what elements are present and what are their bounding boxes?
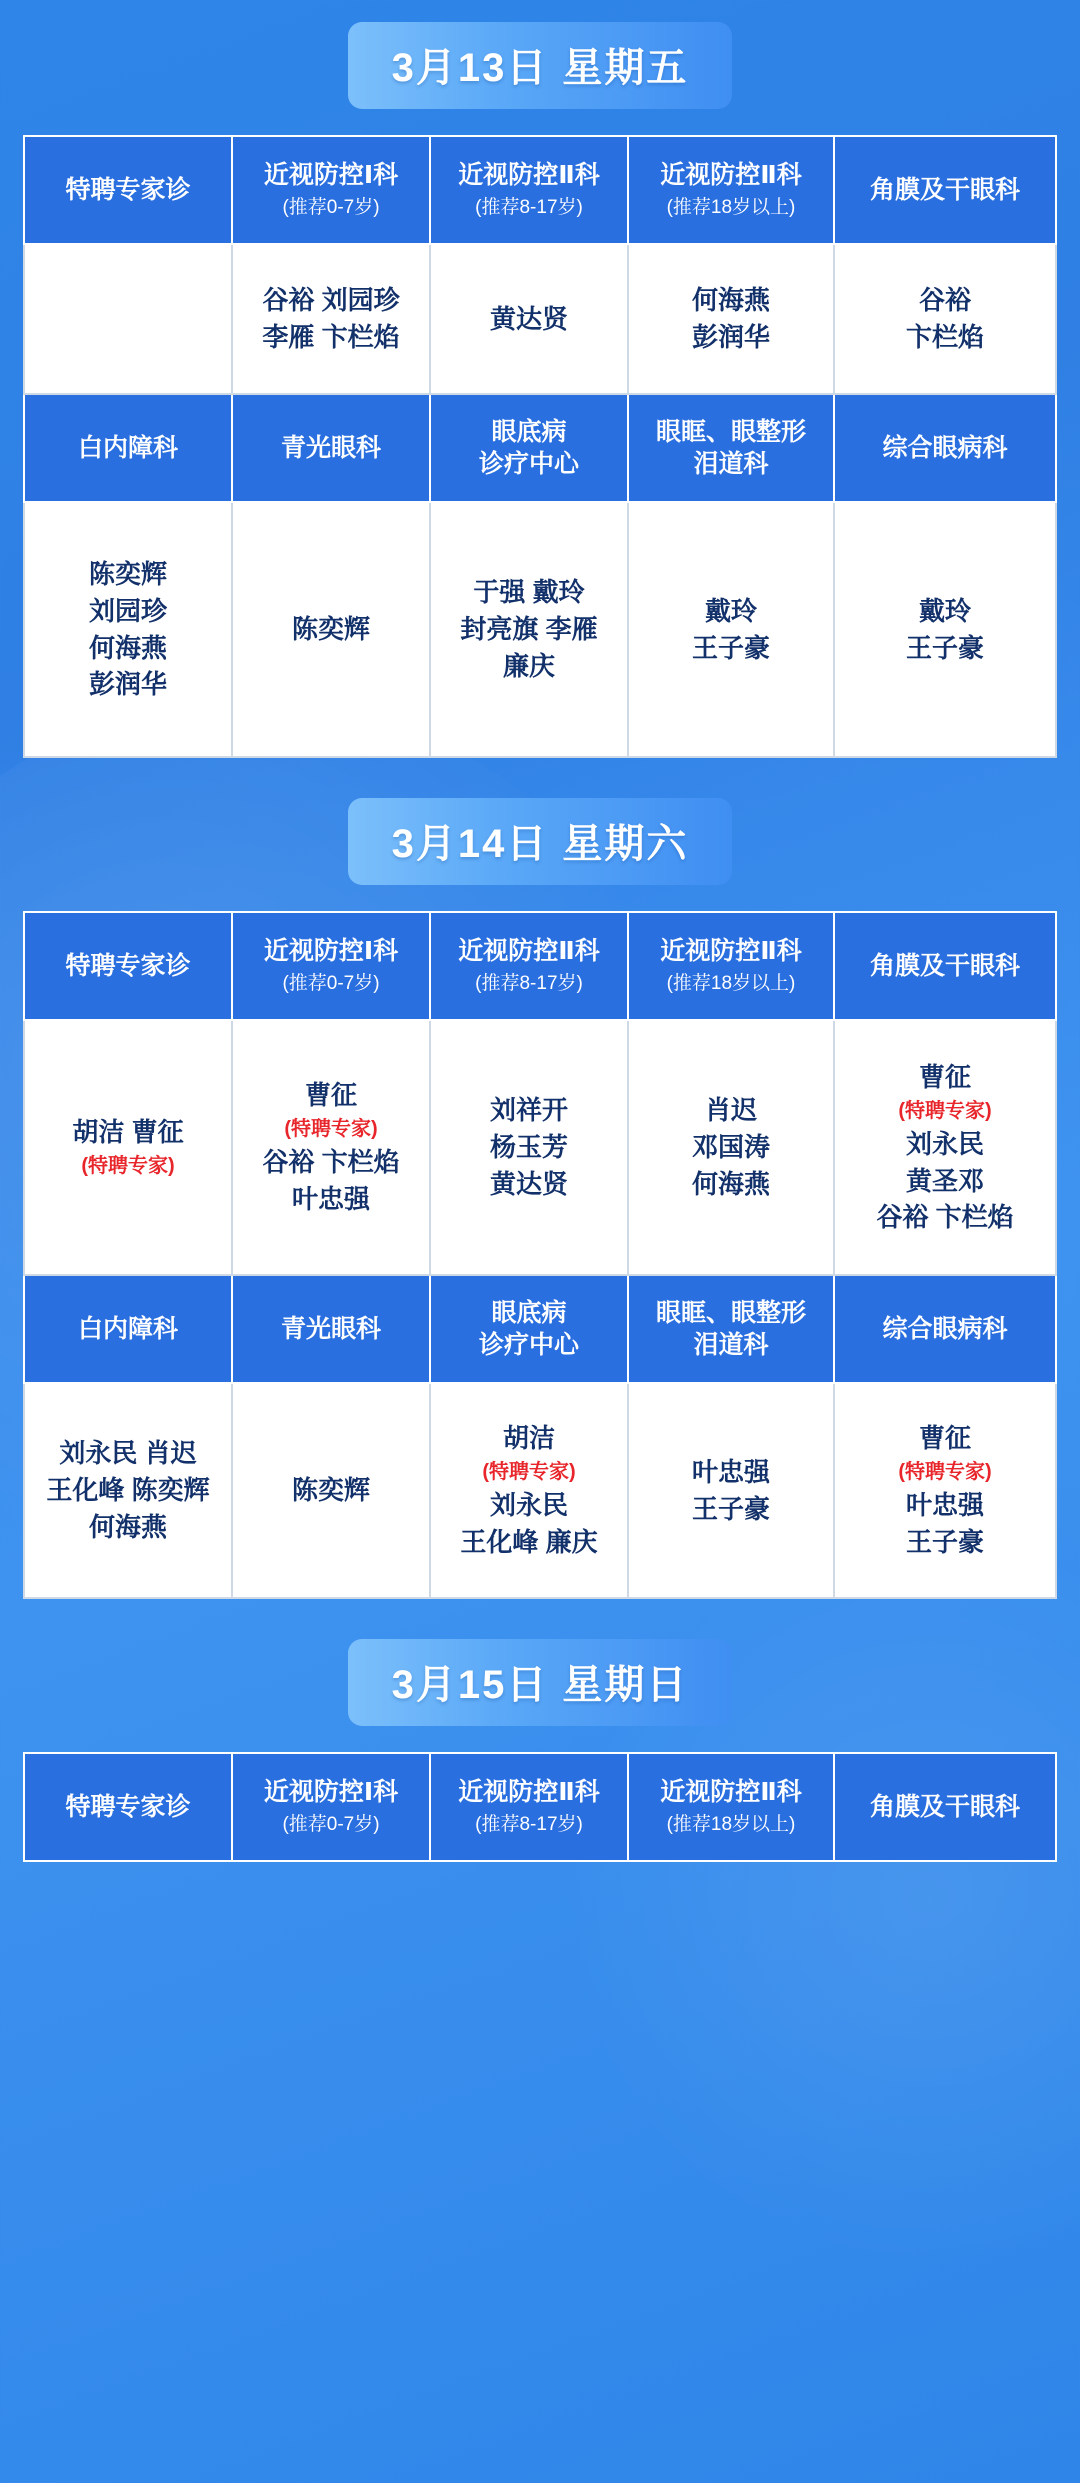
doctor-line: 刘永民 xyxy=(905,1128,984,1159)
column-header-glaucoma xyxy=(232,1275,430,1383)
doctor-line: 何海燕 xyxy=(88,632,167,663)
date-banner-1 xyxy=(348,798,733,885)
doctor-line: 叶忠强 xyxy=(691,1456,770,1487)
doctor-line: 陈奕辉 xyxy=(291,614,370,645)
specialist-tag: (特聘专家) xyxy=(898,1099,992,1122)
column-header-myopia-1 xyxy=(232,136,430,244)
doctor-line: 彭润华 xyxy=(691,322,770,352)
doctor-line: 廉庆 xyxy=(502,650,555,681)
column-header-specialist xyxy=(24,136,232,244)
date-label-2: 3月15日 xyxy=(391,1663,549,1707)
header-subtitle: (推荐8-17岁) xyxy=(475,972,583,994)
doctor-line: 黄圣邓 xyxy=(905,1165,984,1196)
cell-doctors xyxy=(24,1020,232,1275)
column-header-myopia-1 xyxy=(232,912,430,1020)
cell-doctors xyxy=(628,244,834,394)
doctor-line: 杨玉芳 xyxy=(489,1132,568,1163)
header-title: 近视防控Ⅱ科 xyxy=(458,937,600,966)
column-header-myopia-2a xyxy=(430,136,628,244)
date-banner-0 xyxy=(348,22,733,109)
doctor-line: 卞栏焰 xyxy=(905,322,984,352)
day-block-0 xyxy=(0,0,1080,758)
header-subtitle: (推荐0-7岁) xyxy=(282,1813,380,1835)
doctor-line: 谷裕 xyxy=(918,285,971,316)
header-title: 青光眼科 xyxy=(280,1314,381,1343)
doctor-line: 李雁 卞栏焰 xyxy=(262,322,400,352)
header-title: 角膜及干眼科 xyxy=(869,1792,1020,1821)
doctor-line: 谷裕 卞栏焰 xyxy=(876,1202,1014,1233)
cell-doctors xyxy=(430,502,628,757)
specialist-tag: (特聘专家) xyxy=(81,1154,175,1177)
doctor-line: 何海燕 xyxy=(691,1168,770,1199)
header-subtitle: (推荐18岁以上) xyxy=(666,972,796,994)
cell-doctors xyxy=(24,1383,232,1598)
cell-doctors xyxy=(232,244,430,394)
table-header-row xyxy=(24,394,1056,502)
cell-doctors xyxy=(232,1020,430,1275)
specialist-tag: (特聘专家) xyxy=(898,1461,992,1484)
header-title: 青光眼科 xyxy=(280,433,381,462)
column-header-cornea xyxy=(834,1753,1056,1861)
doctor-line: 王子豪 xyxy=(691,632,770,663)
header-subtitle: (推荐18岁以上) xyxy=(666,1813,796,1835)
header-title: 白内障科 xyxy=(77,433,178,462)
doctor-line: 胡洁 xyxy=(502,1423,555,1454)
table-row xyxy=(24,244,1056,394)
doctor-line: 陈奕辉 xyxy=(291,1475,370,1506)
doctor-line: 王子豪 xyxy=(905,1526,984,1557)
column-header-orbit xyxy=(628,1275,834,1383)
doctor-line: 戴玲 xyxy=(918,595,971,626)
section-spacer xyxy=(0,768,1080,776)
cell-doctors xyxy=(430,1020,628,1275)
header-title: 近视防控Ⅰ科 xyxy=(263,161,399,190)
table-header-row xyxy=(24,1753,1056,1861)
header-subtitle: (推荐0-7岁) xyxy=(282,972,380,994)
cell-doctors xyxy=(834,1383,1056,1598)
schedule-table-0 xyxy=(23,135,1057,758)
header-title: 近视防控Ⅰ科 xyxy=(263,1778,399,1807)
header-title-2: 诊疗中心 xyxy=(478,450,579,478)
column-header-general xyxy=(834,394,1056,502)
column-header-cataract xyxy=(24,1275,232,1383)
cell-doctors xyxy=(232,1383,430,1598)
cell-doctors xyxy=(628,502,834,757)
doctor-line: 曹征 xyxy=(918,1423,971,1454)
doctor-line: 黄达贤 xyxy=(489,1168,568,1199)
doctor-line: 刘永民 肖迟 xyxy=(59,1438,197,1469)
schedule-table-1 xyxy=(23,911,1057,1599)
weekday-label-1: 星期六 xyxy=(562,822,689,866)
header-title-2: 诊疗中心 xyxy=(478,1331,579,1359)
header-title: 眼底病 xyxy=(491,417,567,446)
table-header-row xyxy=(24,912,1056,1020)
column-header-myopia-2a xyxy=(430,1753,628,1861)
doctor-line: 王化峰 陈奕辉 xyxy=(46,1475,210,1506)
day-block-2 xyxy=(0,1617,1080,1862)
header-title: 综合眼病科 xyxy=(882,1314,1008,1343)
header-title-2: 泪道科 xyxy=(693,1331,769,1359)
header-subtitle: (推荐8-17岁) xyxy=(475,196,583,218)
header-title: 特聘专家诊 xyxy=(65,1792,191,1821)
cell-doctors xyxy=(232,502,430,757)
table-header-row xyxy=(24,1275,1056,1383)
doctor-line: 王子豪 xyxy=(691,1493,770,1524)
doctor-line: 彭润华 xyxy=(88,669,167,700)
header-title: 近视防控Ⅱ科 xyxy=(660,161,802,190)
table-row xyxy=(24,1383,1056,1598)
header-subtitle: (推荐0-7岁) xyxy=(282,196,380,218)
date-banner-wrap-2 xyxy=(0,1617,1080,1752)
column-header-general xyxy=(834,1275,1056,1383)
cell-doctors xyxy=(430,1383,628,1598)
doctor-line: 曹征 xyxy=(918,1061,971,1092)
column-header-fundus xyxy=(430,1275,628,1383)
cell-doctors xyxy=(628,1020,834,1275)
doctor-line: 黄达贤 xyxy=(489,303,568,334)
section-spacer xyxy=(0,1609,1080,1617)
doctor-line: 何海燕 xyxy=(691,285,770,316)
schedule-table-2 xyxy=(23,1752,1057,1862)
cell-doctors xyxy=(24,502,232,757)
weekday-label-0: 星期五 xyxy=(562,46,689,90)
doctor-line: 陈奕辉 xyxy=(88,558,167,589)
doctor-line: 胡洁 曹征 xyxy=(72,1117,184,1148)
doctor-line: 刘永民 xyxy=(489,1490,568,1521)
column-header-myopia-2b xyxy=(628,136,834,244)
header-subtitle: (推荐18岁以上) xyxy=(666,196,796,218)
header-title: 角膜及干眼科 xyxy=(869,175,1020,204)
table-row xyxy=(24,502,1056,757)
doctor-line: 戴玲 xyxy=(704,595,757,626)
cell-doctors xyxy=(430,244,628,394)
specialist-tag: (特聘专家) xyxy=(284,1118,378,1141)
column-header-specialist xyxy=(24,912,232,1020)
column-header-cornea xyxy=(834,136,1056,244)
column-header-glaucoma xyxy=(232,394,430,502)
weekday-label-2: 星期日 xyxy=(562,1663,689,1707)
doctor-line: 曹征 xyxy=(304,1080,357,1111)
specialist-tag: (特聘专家) xyxy=(482,1461,576,1484)
doctor-line: 叶忠强 xyxy=(905,1490,984,1521)
doctor-line: 邓国涛 xyxy=(691,1132,770,1163)
doctor-line: 叶忠强 xyxy=(291,1183,370,1214)
header-title: 近视防控Ⅱ科 xyxy=(458,161,600,190)
cell-doctors xyxy=(628,1383,834,1598)
doctor-line: 何海燕 xyxy=(88,1511,167,1542)
cell-doctors xyxy=(24,244,232,394)
column-header-myopia-2b xyxy=(628,912,834,1020)
column-header-myopia-2a xyxy=(430,912,628,1020)
cell-doctors xyxy=(834,1020,1056,1275)
column-header-myopia-2b xyxy=(628,1753,834,1861)
table-row xyxy=(24,1020,1056,1275)
header-title: 眼眶、眼整形 xyxy=(655,1298,806,1327)
doctor-line: 王子豪 xyxy=(905,632,984,663)
date-banner-wrap-0 xyxy=(0,0,1080,135)
doctor-line: 刘园珍 xyxy=(88,595,167,626)
column-header-myopia-1 xyxy=(232,1753,430,1861)
header-title: 近视防控Ⅱ科 xyxy=(458,1778,600,1807)
cell-doctors xyxy=(834,502,1056,757)
header-subtitle: (推荐8-17岁) xyxy=(475,1813,583,1835)
column-header-fundus xyxy=(430,394,628,502)
doctor-line: 肖迟 xyxy=(704,1095,757,1126)
date-banner-wrap-1 xyxy=(0,776,1080,911)
date-banner-2 xyxy=(348,1639,733,1726)
column-header-cataract xyxy=(24,394,232,502)
doctor-line: 谷裕 刘园珍 xyxy=(262,285,400,316)
doctor-line: 刘祥开 xyxy=(489,1095,568,1126)
header-title: 白内障科 xyxy=(77,1314,178,1343)
header-title: 近视防控Ⅱ科 xyxy=(660,1778,802,1807)
header-title: 近视防控Ⅰ科 xyxy=(263,937,399,966)
doctor-line: 封亮旗 李雁 xyxy=(460,614,598,645)
date-label-0: 3月13日 xyxy=(391,46,549,90)
date-label-1: 3月14日 xyxy=(391,822,549,866)
header-title: 特聘专家诊 xyxy=(65,175,191,204)
header-title: 眼眶、眼整形 xyxy=(655,417,806,446)
doctor-line: 谷裕 卞栏焰 xyxy=(262,1147,400,1178)
cell-doctors xyxy=(834,244,1056,394)
column-header-specialist xyxy=(24,1753,232,1861)
day-block-1 xyxy=(0,776,1080,1599)
doctor-line: 于强 戴玲 xyxy=(473,577,585,608)
header-title: 角膜及干眼科 xyxy=(869,951,1020,980)
header-title: 特聘专家诊 xyxy=(65,951,191,980)
header-title-2: 泪道科 xyxy=(693,450,769,478)
header-title: 综合眼病科 xyxy=(882,433,1008,462)
column-header-orbit xyxy=(628,394,834,502)
column-header-cornea xyxy=(834,912,1056,1020)
header-title: 眼底病 xyxy=(491,1298,567,1327)
doctor-line: 王化峰 廉庆 xyxy=(460,1526,598,1557)
header-title: 近视防控Ⅱ科 xyxy=(660,937,802,966)
table-header-row xyxy=(24,136,1056,244)
